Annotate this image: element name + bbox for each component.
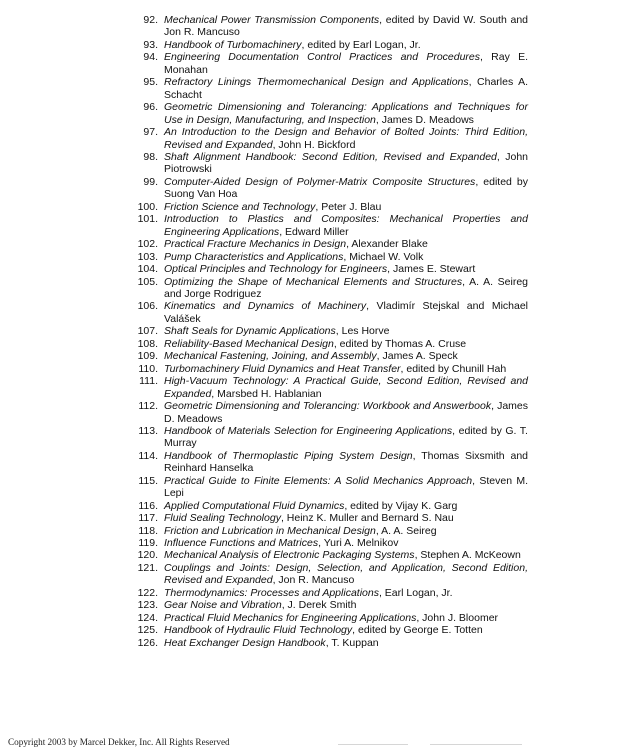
book-title: Introduction to Plastics and Composites: Mechanical Properties and Engineering Applications — [164, 213, 528, 238]
entry-text — [164, 525, 437, 537]
book-author: , James E. Stewart — [387, 263, 476, 276]
book-entry — [134, 14, 528, 39]
entry-number: 122. — [137, 586, 158, 599]
book-entry — [134, 624, 528, 636]
book-entry — [134, 238, 528, 250]
book-title: Geometric Dimensioning and Tolerancing: Workbook and Answerbook — [164, 400, 492, 413]
book-series-list — [134, 14, 528, 649]
book-title: Mechanical Fastening, Joining, and Assembly — [164, 350, 377, 363]
entry-number: 92. — [143, 14, 158, 26]
book-entry — [134, 251, 528, 263]
book-entry — [134, 263, 528, 275]
entry-number: 100. — [137, 200, 158, 213]
book-title: Mechanical Power Transmission Components — [164, 14, 380, 26]
entry-text — [164, 201, 381, 213]
book-entry — [134, 151, 528, 176]
book-author: , edited by Chunill Hah — [400, 362, 507, 375]
book-entry — [134, 350, 528, 362]
book-author: , Vladimír Stejskal and Michael Valášek — [164, 300, 529, 325]
entry-number: 96. — [143, 101, 158, 114]
entry-number: 124. — [137, 611, 158, 624]
entry-text — [164, 500, 457, 512]
book-author: , T. Kuppan — [325, 636, 379, 649]
entry-text — [164, 350, 458, 362]
book-title: High-Vacuum Technology: A Practical Guide, Second Edition, Revised and Expanded — [164, 375, 528, 400]
book-entry — [134, 101, 528, 126]
entry-number: 106. — [137, 300, 158, 313]
book-entry — [134, 213, 528, 238]
book-author: , James D. Meadows — [164, 400, 529, 425]
book-title: Practical Guide to Finite Elements: A Solid Mechanics Approach — [164, 474, 473, 487]
book-entry — [134, 76, 528, 101]
book-entry — [134, 525, 528, 537]
entry-number: 101. — [137, 213, 158, 226]
book-author: , John H. Bickford — [272, 138, 356, 151]
entry-text — [164, 76, 528, 100]
book-title: Couplings and Joints: Design, Selection, and Application, Second Edition, Revised and Expanded — [164, 561, 528, 587]
book-title: Refractory Linings Thermomechanical Design and Applications — [164, 76, 469, 89]
entry-text — [164, 549, 521, 561]
entry-text — [164, 39, 421, 51]
book-author: , edited by George E. Totten — [352, 624, 483, 637]
book-title: Handbook of Thermoplastic Piping System Design — [164, 449, 413, 462]
book-entry — [134, 512, 528, 524]
book-author: , Stephen A. McKeown — [414, 549, 521, 562]
entry-text — [164, 14, 528, 38]
entry-text — [164, 176, 528, 200]
book-author: , Edward Miller — [279, 225, 349, 238]
book-author: , edited by Earl Logan, Jr. — [301, 38, 421, 51]
book-title: Optical Principles and Technology for Engineers — [164, 263, 388, 276]
entry-number: 99. — [143, 175, 158, 188]
book-entry — [134, 599, 528, 611]
book-title: Geometric Dimensioning and Tolerancing: Applications and Techniques for Use in Design, Manufacturing, and Inspection — [164, 101, 528, 126]
entry-number: 117. — [138, 512, 158, 525]
book-title: Engineering Documentation Control Practices and Procedures — [164, 51, 481, 64]
entry-number: 104. — [137, 263, 158, 276]
book-entry — [134, 562, 528, 587]
book-title: Friction Science and Technology — [164, 200, 316, 213]
entry-number: 125. — [137, 624, 158, 637]
entry-number: 93. — [143, 38, 158, 51]
book-author: , James A. Speck — [376, 350, 458, 363]
book-author: , edited by Thomas A. Cruse — [333, 337, 467, 350]
entry-text — [164, 637, 379, 649]
book-title: Heat Exchanger Design Handbook — [164, 636, 326, 649]
book-author: , John Piotrowski — [164, 150, 529, 176]
faint-scan-mark — [430, 744, 522, 745]
entry-number: 110. — [138, 362, 158, 375]
entry-text — [164, 151, 528, 175]
entry-number: 119. — [138, 537, 158, 550]
entry-text — [164, 375, 528, 399]
entry-number: 111. — [139, 375, 158, 388]
book-author: , Peter J. Blau — [315, 200, 382, 213]
book-entry — [134, 400, 528, 425]
entry-number: 112. — [138, 400, 158, 413]
book-title: Applied Computational Fluid Dynamics — [164, 499, 345, 512]
book-entry — [134, 276, 528, 301]
entry-text — [164, 599, 356, 611]
entry-text — [164, 425, 528, 449]
book-title: Friction and Lubrication in Mechanical Design — [164, 524, 376, 537]
entry-number: 94. — [143, 51, 158, 64]
entry-text — [164, 612, 498, 624]
book-author: , edited by Suong Van Hoa — [164, 175, 528, 201]
book-author: , Jon R. Mancuso — [272, 574, 355, 587]
book-author: , Ray E. Monahan — [164, 51, 528, 76]
book-author: , Charles A. Schacht — [164, 76, 528, 101]
book-title: Shaft Seals for Dynamic Applications — [164, 325, 336, 338]
book-entry — [134, 500, 528, 512]
book-title: Fluid Sealing Technology — [164, 512, 281, 525]
entry-number: 116. — [138, 499, 158, 512]
book-entry — [134, 338, 528, 350]
book-entry — [134, 51, 528, 76]
entry-text — [164, 400, 528, 424]
book-title: Kinematics and Dynamics of Machinery — [164, 300, 367, 313]
book-title: Computer-Aided Design of Polymer-Matrix Composite Structures — [164, 175, 476, 188]
entry-number: 120. — [137, 549, 158, 562]
book-title: Mechanical Analysis of Electronic Packaging Systems — [164, 549, 415, 562]
book-entry — [134, 587, 528, 599]
entry-text — [164, 587, 453, 599]
entry-number: 108. — [137, 337, 158, 350]
book-entry — [134, 201, 528, 213]
book-title: Handbook of Hydraulic Fluid Technology — [164, 624, 353, 637]
book-title: Handbook of Materials Selection for Engineering Applications — [164, 424, 453, 437]
book-author: , John J. Bloomer — [416, 611, 499, 624]
entry-text — [164, 263, 475, 275]
book-entry — [134, 475, 528, 500]
entry-number: 118. — [138, 524, 158, 537]
entry-number: 123. — [137, 599, 158, 612]
book-entry — [134, 375, 528, 400]
book-title: Influence Functions and Matrices — [164, 537, 319, 550]
book-entry — [134, 537, 528, 549]
book-title: Pump Characteristics and Applications — [164, 250, 344, 263]
book-title: Handbook of Turbomachinery — [164, 38, 302, 51]
book-author: , Earl Logan, Jr. — [378, 586, 453, 599]
book-title: Practical Fracture Mechanics in Design — [164, 238, 347, 251]
book-entry — [134, 126, 528, 151]
entry-text — [164, 251, 423, 263]
entry-number: 114. — [138, 449, 158, 462]
entry-text — [164, 537, 398, 549]
book-title: Gear Noise and Vibration — [164, 599, 282, 612]
book-entry — [134, 325, 528, 337]
entry-number: 115. — [138, 474, 158, 487]
book-author: , edited by G. T. Murray — [164, 424, 528, 450]
entry-number: 109. — [137, 350, 158, 363]
book-author: , Steven M. Lepi — [164, 474, 528, 500]
book-author: , Marsbed H. Hablanian — [211, 387, 322, 400]
book-author: , Alexander Blake — [346, 238, 428, 251]
book-entry — [134, 39, 528, 51]
book-title: Turbomachinery Fluid Dynamics and Heat Transfer — [164, 362, 401, 375]
entry-text — [164, 562, 528, 586]
entry-text — [164, 126, 528, 150]
book-author: , A. A. Seireg — [375, 524, 437, 537]
book-author: , Thomas Sixsmith and Reinhard Hanselka — [164, 449, 528, 475]
book-author: , Yuri A. Melnikov — [318, 537, 399, 550]
book-author: , Les Horve — [335, 325, 390, 338]
entry-text — [164, 450, 528, 474]
book-author: , Michael W. Volk — [343, 250, 424, 263]
entry-text — [164, 51, 528, 75]
entry-number: 121. — [137, 561, 158, 574]
entry-text — [164, 101, 528, 125]
entry-text — [164, 512, 454, 524]
book-title: Optimizing the Shape of Mechanical Elements and Structures — [164, 275, 463, 288]
entry-number: 107. — [137, 325, 158, 338]
entry-text — [164, 475, 528, 499]
entry-text — [164, 276, 528, 300]
entry-number: 113. — [138, 424, 158, 437]
entry-text — [164, 325, 389, 337]
book-author: , edited by David W. South and Jon R. Mancuso — [164, 14, 529, 39]
book-author: , edited by Vijay K. Garg — [344, 499, 458, 512]
entry-number: 105. — [137, 275, 158, 288]
book-title: Thermodynamics: Processes and Applications — [164, 586, 379, 599]
entry-number: 102. — [137, 238, 158, 251]
entry-number: 103. — [137, 250, 158, 263]
entry-text — [164, 238, 428, 250]
book-entry — [134, 549, 528, 561]
book-title: Practical Fluid Mechanics for Engineering Applications — [164, 611, 417, 624]
entry-number: 126. — [137, 636, 158, 649]
book-entry — [134, 425, 528, 450]
book-title: Shaft Alignment Handbook: Second Edition, Revised and Expanded — [164, 150, 497, 163]
book-entry — [134, 612, 528, 624]
book-title: An Introduction to the Design and Behavior of Bolted Joints: Third Edition, Revised and Expanded — [164, 126, 528, 151]
book-entry — [134, 450, 528, 475]
book-title: Reliability-Based Mechanical Design — [164, 337, 334, 350]
copyright-footer: Copyright 2003 by Marcel Dekker, Inc. All Rights Reserved — [8, 737, 230, 747]
entry-number: 98. — [143, 150, 158, 163]
book-author: , A. A. Seireg and Jorge Rodriguez — [164, 275, 529, 300]
book-author: , James D. Meadows — [375, 113, 474, 126]
entry-text — [164, 300, 528, 324]
faint-scan-mark — [338, 744, 408, 745]
entry-text — [164, 624, 483, 636]
entry-text — [164, 338, 466, 350]
book-entry — [134, 176, 528, 201]
book-entry — [134, 363, 528, 375]
entry-number: 95. — [143, 76, 158, 89]
book-entry — [134, 637, 528, 649]
book-entry — [134, 300, 528, 325]
entry-number: 97. — [143, 126, 158, 139]
book-author: , J. Derek Smith — [281, 599, 357, 612]
entry-text — [164, 363, 506, 375]
book-author: , Heinz K. Muller and Bernard S. Nau — [280, 512, 454, 525]
entry-text — [164, 213, 528, 237]
